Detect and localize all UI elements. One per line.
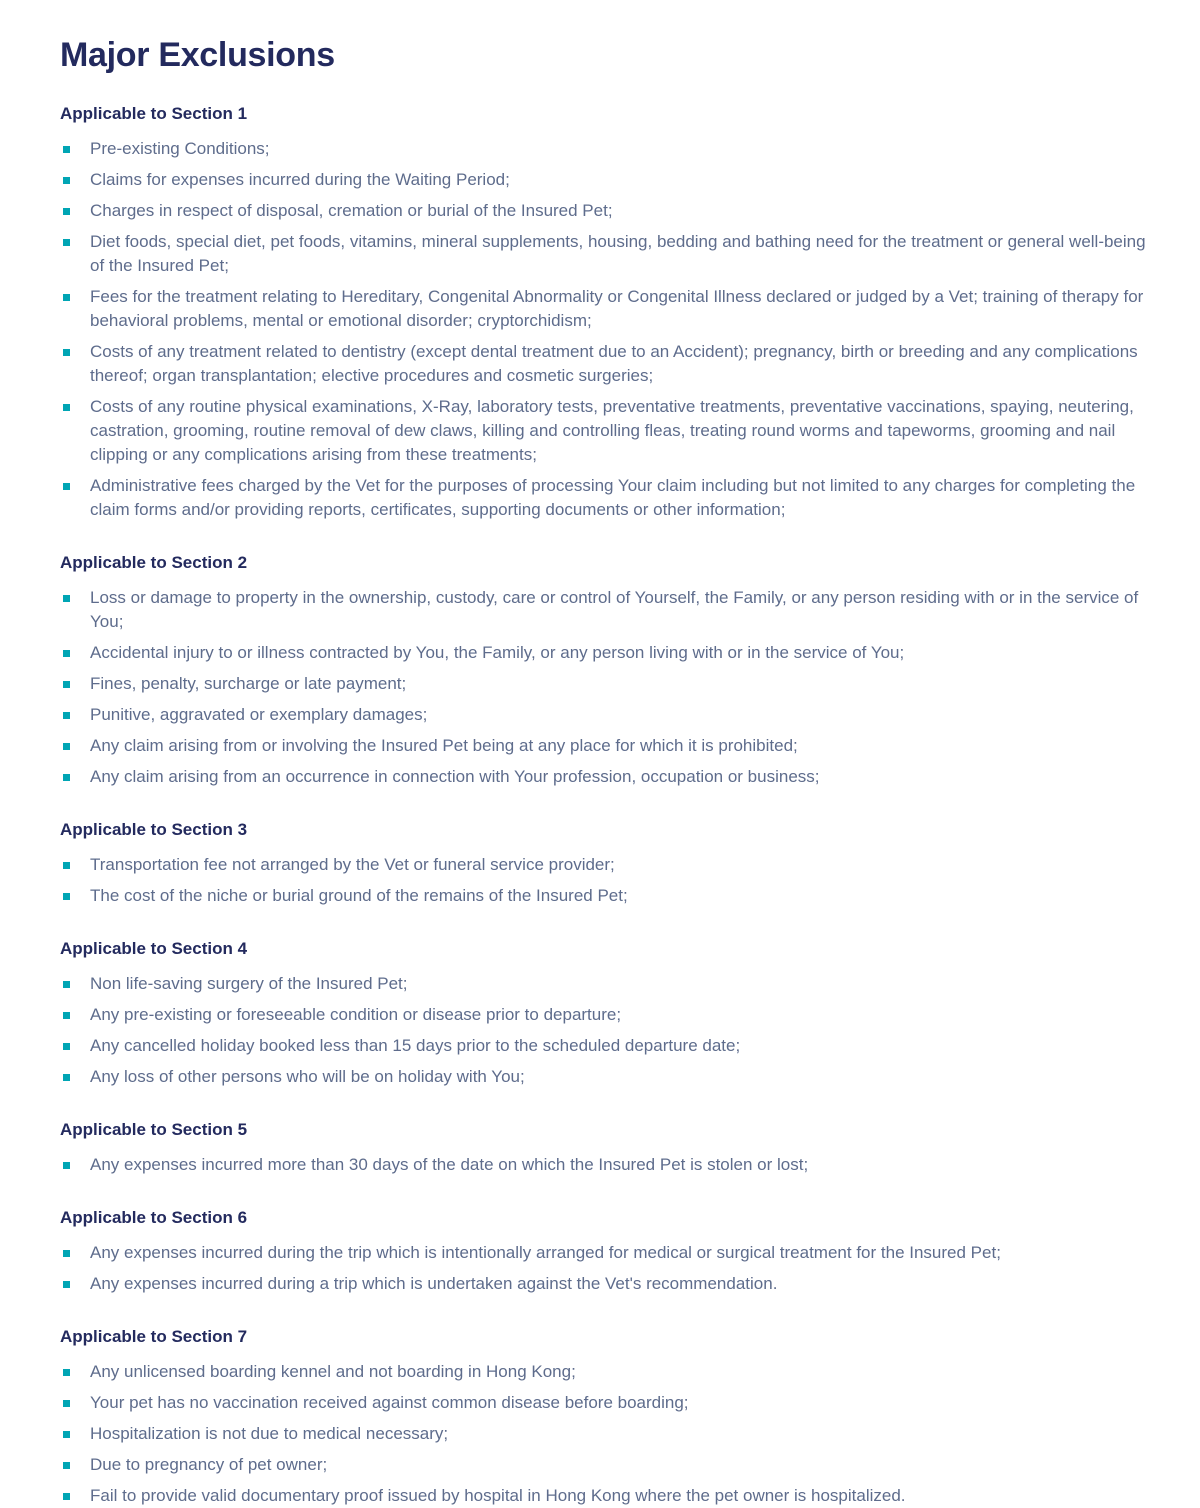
list-item-text: Fines, penalty, surcharge or late payment; <box>90 674 407 693</box>
list-item-text: Claims for expenses incurred during the Waiting Period; <box>90 170 510 189</box>
exclusion-section-5 <box>60 1118 1148 1177</box>
square-bullet-icon <box>63 1043 70 1050</box>
list-item-text: Administrative fees charged by the Vet for the purposes of processing Your claim including but not limited to any charges for completing the claim forms and/or providing reports, certificates, supporting documents or other information; <box>90 476 1136 519</box>
list-item <box>60 1065 1148 1089</box>
bullet-list <box>60 972 1148 1089</box>
section-heading: Applicable to Section 1 <box>60 104 248 123</box>
section-heading: Applicable to Section 6 <box>60 1208 248 1227</box>
list-item <box>60 230 1148 278</box>
square-bullet-icon <box>63 893 70 900</box>
list-item <box>60 340 1148 388</box>
list-item-text: Punitive, aggravated or exemplary damages; <box>90 705 428 724</box>
list-item <box>60 1034 1148 1058</box>
list-item-text: Any pre-existing or foreseeable condition or disease prior to departure; <box>90 1005 622 1024</box>
square-bullet-icon <box>63 1462 70 1469</box>
list-item-text: Due to pregnancy of pet owner; <box>90 1455 328 1474</box>
square-bullet-icon <box>63 1400 70 1407</box>
list-item <box>60 641 1148 665</box>
square-bullet-icon <box>63 862 70 869</box>
list-item-text: Any claim arising from an occurrence in connection with Your profession, occupation or business; <box>90 767 820 786</box>
section-heading: Applicable to Section 2 <box>60 553 248 572</box>
square-bullet-icon <box>63 1250 70 1257</box>
list-item <box>60 1391 1148 1415</box>
list-item-text: Any expenses incurred during a trip which is undertaken against the Vet's recommendation. <box>90 1274 778 1293</box>
square-bullet-icon <box>63 1493 70 1500</box>
square-bullet-icon <box>63 595 70 602</box>
list-item-text: Hospitalization is not due to medical necessary; <box>90 1424 449 1443</box>
square-bullet-icon <box>63 349 70 356</box>
list-item <box>60 734 1148 758</box>
square-bullet-icon <box>63 712 70 719</box>
section-heading: Applicable to Section 3 <box>60 820 248 839</box>
square-bullet-icon <box>63 1012 70 1019</box>
list-item-text: Pre-existing Conditions; <box>90 139 270 158</box>
square-bullet-icon <box>63 1369 70 1376</box>
list-item-text: Any cancelled holiday booked less than 15 days prior to the scheduled departure date; <box>90 1036 741 1055</box>
exclusion-section-2 <box>60 551 1148 789</box>
exclusion-section-1 <box>60 102 1148 522</box>
list-item <box>60 672 1148 696</box>
section-heading: Applicable to Section 7 <box>60 1327 248 1346</box>
list-item <box>60 199 1148 223</box>
square-bullet-icon <box>63 1281 70 1288</box>
list-item <box>60 395 1148 467</box>
list-item <box>60 1003 1148 1027</box>
square-bullet-icon <box>63 146 70 153</box>
list-item-text: Diet foods, special diet, pet foods, vitamins, mineral supplements, housing, bedding and bathing need for the treatment or general well-being of the Insured Pet; <box>90 232 1146 275</box>
list-item <box>60 765 1148 789</box>
list-item <box>60 168 1148 192</box>
bullet-list <box>60 137 1148 522</box>
square-bullet-icon <box>63 981 70 988</box>
list-item <box>60 474 1148 522</box>
square-bullet-icon <box>63 650 70 657</box>
list-item <box>60 137 1148 161</box>
exclusion-section-7 <box>60 1325 1148 1508</box>
section-heading: Applicable to Section 5 <box>60 1120 248 1139</box>
list-item-text: Any claim arising from or involving the Insured Pet being at any place for which it is prohibited; <box>90 736 798 755</box>
list-item-text: Your pet has no vaccination received against common disease before boarding; <box>90 1393 689 1412</box>
list-item-text: The cost of the niche or burial ground of the remains of the Insured Pet; <box>90 886 628 905</box>
list-item-text: Non life-saving surgery of the Insured Pet; <box>90 974 408 993</box>
list-item <box>60 884 1148 908</box>
square-bullet-icon <box>63 1431 70 1438</box>
section-heading: Applicable to Section 4 <box>60 939 248 958</box>
list-item <box>60 1272 1148 1296</box>
list-item-text: Transportation fee not arranged by the Vet or funeral service provider; <box>90 855 615 874</box>
list-item <box>60 1484 1148 1508</box>
square-bullet-icon <box>63 743 70 750</box>
square-bullet-icon <box>63 774 70 781</box>
square-bullet-icon <box>63 239 70 246</box>
list-item-text: Loss or damage to property in the ownership, custody, care or control of Yourself, the Family, or any person residing with or in the service of You; <box>90 588 1139 631</box>
list-item <box>60 1360 1148 1384</box>
square-bullet-icon <box>63 177 70 184</box>
list-item-text: Any expenses incurred during the trip which is intentionally arranged for medical or surgical treatment for the Insured Pet; <box>90 1243 1001 1262</box>
bullet-list <box>60 586 1148 789</box>
list-item <box>60 1153 1148 1177</box>
list-item <box>60 1422 1148 1446</box>
square-bullet-icon <box>63 208 70 215</box>
list-item-text: Costs of any treatment related to dentistry (except dental treatment due to an Accident); pregnancy, birth or breeding and any complications thereof; organ transplantation; elective procedures and cosmetic surgeries; <box>90 342 1138 385</box>
sections-container <box>60 102 1148 1508</box>
square-bullet-icon <box>63 1074 70 1081</box>
list-item-text: Charges in respect of disposal, cremation or burial of the Insured Pet; <box>90 201 613 220</box>
list-item-text: Any loss of other persons who will be on holiday with You; <box>90 1067 525 1086</box>
exclusion-section-4 <box>60 937 1148 1089</box>
bullet-list <box>60 1360 1148 1508</box>
square-bullet-icon <box>63 483 70 490</box>
square-bullet-icon <box>63 294 70 301</box>
list-item <box>60 586 1148 634</box>
list-item-text: Costs of any routine physical examinations, X-Ray, laboratory tests, preventative treatments, preventative vaccinations, spaying, neutering, castration, grooming, routine removal of dew claws, killing and controlling fleas, treating round worms and tapeworms, grooming and nail clipping or any complications arising from these treatments; <box>90 397 1134 464</box>
bullet-list <box>60 1241 1148 1296</box>
list-item-text: Any unlicensed boarding kennel and not boarding in Hong Kong; <box>90 1362 576 1381</box>
page-title: Major Exclusions <box>60 36 335 74</box>
bullet-list <box>60 853 1148 908</box>
list-item <box>60 972 1148 996</box>
list-item-text: Fail to provide valid documentary proof issued by hospital in Hong Kong where the pet owner is hospitalized. <box>90 1486 906 1505</box>
list-item <box>60 1453 1148 1477</box>
list-item-text: Fees for the treatment relating to Hereditary, Congenital Abnormality or Congenital Illness declared or judged by a Vet; training of therapy for behavioral problems, mental or emotional disorder; cryptorchidism; <box>90 287 1144 330</box>
list-item <box>60 853 1148 877</box>
list-item <box>60 285 1148 333</box>
exclusion-section-3 <box>60 818 1148 908</box>
list-item <box>60 703 1148 727</box>
square-bullet-icon <box>63 1162 70 1169</box>
list-item <box>60 1241 1148 1265</box>
list-item-text: Accidental injury to or illness contracted by You, the Family, or any person living with or in the service of You; <box>90 643 905 662</box>
square-bullet-icon <box>63 404 70 411</box>
square-bullet-icon <box>63 681 70 688</box>
list-item-text: Any expenses incurred more than 30 days of the date on which the Insured Pet is stolen or lost; <box>90 1155 809 1174</box>
bullet-list <box>60 1153 1148 1177</box>
exclusion-section-6 <box>60 1206 1148 1296</box>
